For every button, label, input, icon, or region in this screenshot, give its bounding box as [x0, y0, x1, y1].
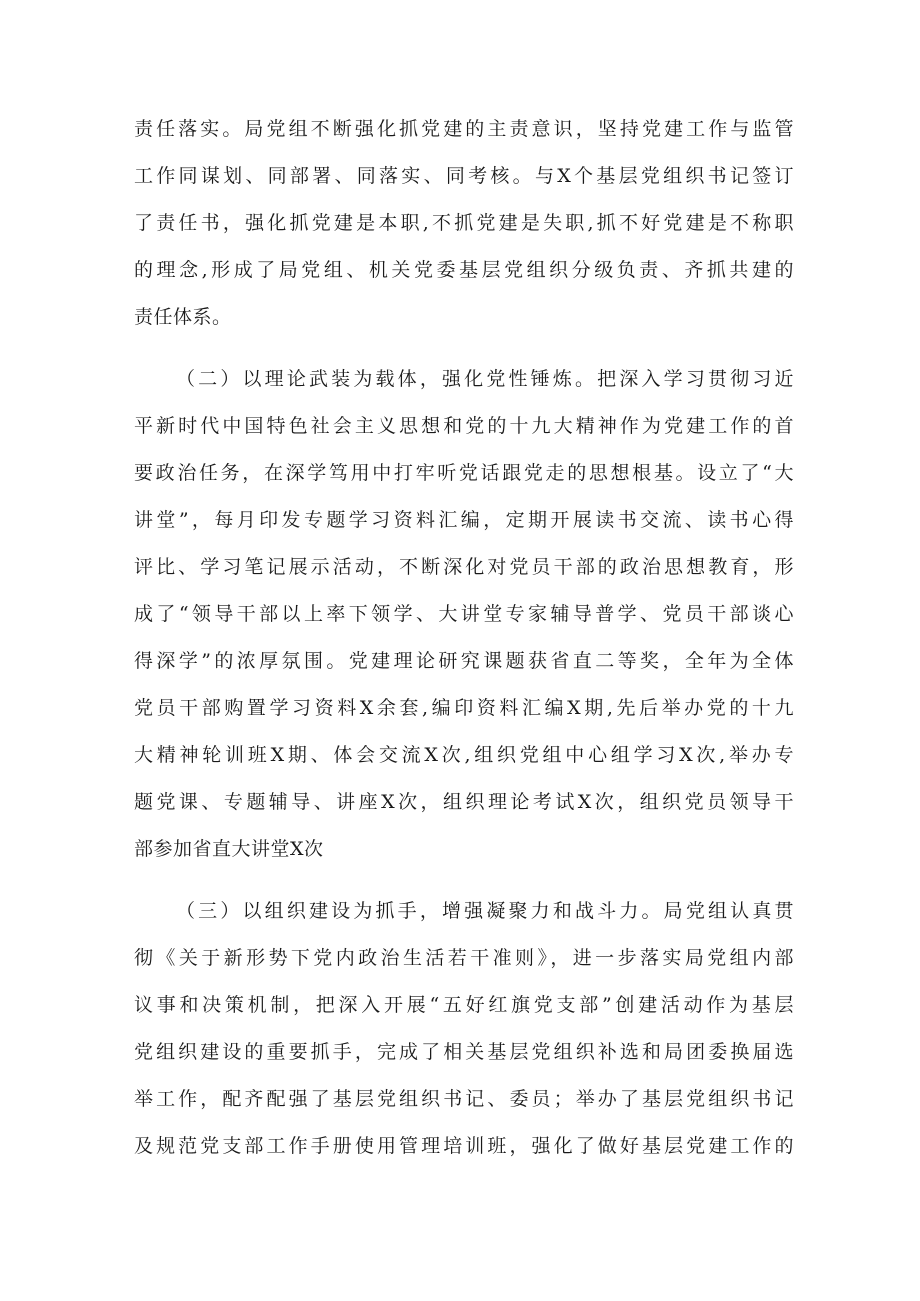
text-line: 党组织建设的重要抓手，完成了相关基层党组织补选和局团委换届选 — [134, 1041, 794, 1063]
text-line: 了责任书，强化抓党建是本职,不抓党建是失职,抓不好党建是不称职 — [134, 212, 794, 234]
text-line: 责任落实。局党组不断强化抓党建的主责意识，坚持党建工作与监管 — [134, 118, 794, 140]
text-line: 部参加省直大讲堂X次 — [134, 838, 324, 860]
text-line: 党员干部购置学习资料X余套,编印资料汇编X期,先后举办党的十九 — [134, 697, 794, 719]
text-line: 得深学”的浓厚氛围。党建理论研究课题获省直二等奖，全年为全体 — [134, 650, 794, 672]
paragraph-responsibility — [134, 106, 794, 341]
text-line: 彻《关于新形势下党内政治生活若干准则》，进一步落实局党组内部 — [134, 947, 794, 969]
text-line: 议事和决策机制，把深入开展“五好红旗党支部”创建活动作为基层 — [134, 994, 794, 1016]
text-line: 评比、学习笔记展示活动，不断深化对党员干部的政治思想教育，形 — [134, 556, 794, 578]
text-line: 及规范党支部工作手册使用管理培训班，强化了做好基层党建工作的 — [134, 1135, 794, 1157]
text-line: 要政治任务，在深学笃用中打牢听党话跟党走的思想根基。设立了“大 — [134, 462, 794, 484]
text-line: 平新时代中国特色社会主义思想和党的十九大精神作为党建工作的首 — [134, 415, 794, 437]
text-line: 讲堂”，每月印发专题学习资料汇编，定期开展读书交流、读书心得 — [134, 509, 794, 531]
text-line: 的理念,形成了局党组、机关党委基层党组织分级负责、齐抓共建的 — [134, 259, 794, 281]
text-line: 成了“领导干部以上率下领学、大讲堂专家辅导普学、党员干部谈心 — [134, 603, 794, 625]
text-line: （二）以理论武装为载体，强化党性锤炼。把深入学习贯彻习近 — [176, 368, 794, 390]
text-line: 举工作，配齐配强了基层党组织书记、委员；举办了基层党组织书记 — [134, 1088, 794, 1110]
paragraph-theory-study — [134, 356, 794, 873]
text-line: 工作同谋划、同部署、同落实、同考核。与X个基层党组织书记签订 — [134, 165, 794, 187]
text-line: 题党课、专题辅导、讲座X次，组织理论考试X次，组织党员领导干 — [134, 791, 794, 813]
paragraph-organization-building — [134, 888, 794, 1170]
text-line: （三）以组织建设为抓手，增强凝聚力和战斗力。局党组认真贯 — [176, 900, 794, 922]
text-line: 大精神轮训班X期、体会交流X次,组织党组中心组学习X次,举办专 — [134, 744, 794, 766]
text-line: 责任体系。 — [134, 306, 232, 328]
